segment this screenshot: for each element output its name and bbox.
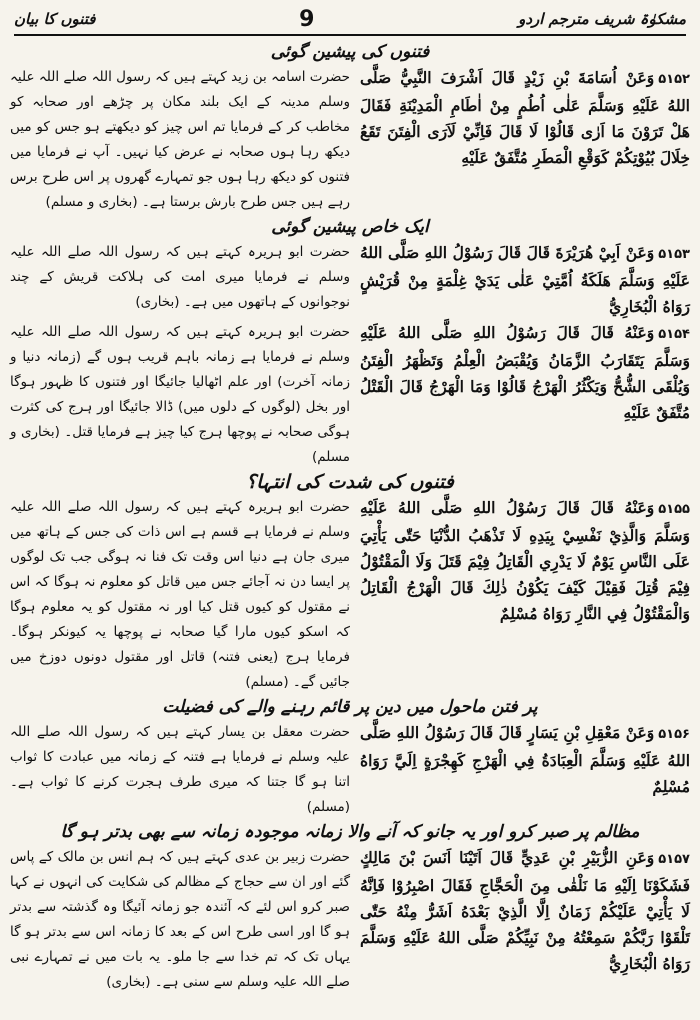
arabic-body: وَعَنْ مَعْقِلِ بْنِ يَسَارٍ قَالَ قَالَ رَسُوْلُ اللهِ صَلَّى اللهُ عَلَيْهِ وَسَلَّمَ الْعِبَادَةُ فِي الْهَرْجِ كَهِجْرَةٍ اِلَيَّ رَوَاهُ مُسْلِمٌ xyxy=(360,723,690,796)
arabic-body: وَعَنِ الزُّبَيْرِ بْنِ عَدِيٍّ قَالَ اَتَيْنَا اَنَسَ بْنَ مَالِكٍ فَشَكَوْنَا اِلَيْهِ مَا نَلْقٰى مِنَ الْحَجَّاجِ فَقَالَ اصْبِرُوْا فَاِنَّهُ لَا يَأْتِيْ عَلَيْكُمْ زَمَانٌ اِلَّا الَّذِيْ بَعْدَهُ اَشَرُّ مِنْهُ حَتّٰى تَلْقَوْا رَبَّكُمْ سَمِعْتُهُ مِنْ نَبِيِّكُمْ صَلَّى اللهُ عَلَيْهِ وَسَلَّمَ رَوَاهُ الْبُخَارِيُّ xyxy=(360,848,690,973)
urdu-translation: حضرت ابو ہریرہ کہتے ہیں کہ رسول اللہ صلے اللہ علیہ وسلم نے فرمایا میری امت کی ہلاکت قریش کے چند نوجوانوں کے ہاتھوں میں ہے۔ (بخاری) xyxy=(10,244,350,310)
section-heading: فتنوں کی شدت کی انتہا؟ xyxy=(246,471,454,493)
arabic-body: وَعَنْ اَبِيْ هُرَيْرَةَ قَالَ قَالَ رَسُوْلُ اللهِ صَلَّى اللهُ عَلَيْهِ وَسَلَّمَ هَلَكَةُ اُمَّتِيْ عَلٰى يَدَيْ غِلْمَةٍ مِنْ قُرَيْشٍ رَوَاهُ الْبُخَارِيُّ xyxy=(360,243,690,316)
hadith-block xyxy=(10,720,690,820)
hadith-block xyxy=(10,320,690,470)
arabic-text xyxy=(360,720,690,800)
urdu-translation: حضرت زبیر بن عدی کہتے ہیں کہ ہم انس بن مالک کے پاس گئے اور ان سے حجاج کے مظالم کی شکایت کی انہوں نے کہا صبر کرو اس لئے کہ آئندہ جو زمانہ آئیگا وہ گذشتہ سے بدتر ہو گا اور اسی طرح اس کے بعد کا زمانہ اس سے بدتر ہو گا یہاں تک کہ تم خدا سے جا ملو۔ یہ بات میں نے تمہارے نبی صلے اللہ علیہ وسلم سے سنی ہے۔ (بخاری) xyxy=(10,849,350,990)
header-chapter-title: فتنوں کا بیان xyxy=(14,10,96,28)
section-heading: ایک خاص پیشین گوئی xyxy=(271,217,429,237)
page-header xyxy=(14,4,686,36)
urdu-translation: حضرت ابو ہریرہ کہتے ہیں کہ رسول اللہ صلے اللہ علیہ وسلم نے فرمایا ہے قسم ہے اس ذات کی جس کے ہاتھ میں میری جان ہے دنیا اس وقت تک فنا نہ ہوگی جب تک لوگوں پر ایسا دن نہ آجائے جس میں قاتل کو معلوم نہ ہوگا کہ اس نے مقتول کو کیوں قتل کیا اور نہ مقتول کو یہ معلوم ہوگا کہ اسکو کیوں مارا گیا صحابہ نے پوچھا یہ کیونکر ہوگا۔ فرمایا ہرج (یعنی فتنہ) قاتل اور مقتول دونوں دوزخ میں جائیں گے۔ (مسلم) xyxy=(10,499,350,690)
section-heading: مظالم پر صبر کرو اور یہ جانو کہ آنے والا زمانہ موجودہ زمانہ سے بھی بدتر ہو گا xyxy=(60,822,640,842)
hadith-number: ۵۱۵۶ xyxy=(658,727,690,742)
arabic-body: وَعَنْ اُسَامَةَ بْنِ زَيْدٍ قَالَ اَشْرَفَ النَّبِيُّ صَلَّى اللهُ عَلَيْهِ وَسَلَّمَ عَلٰى اُطُمٍ مِنْ اٰطَامِ الْمَدِيْنَةِ فَقَالَ هَلْ تَرَوْنَ مَا اَرٰى قَالُوْا لَا قَالَ فَاِنِّيْ لَاَرَى الْفِتَنَ تَقَعُ خِلَالَ بُيُوْتِكُمْ كَوَقْعِ الْمَطَرِ مُتَّفَقٌ عَلَيْهِ xyxy=(360,68,690,167)
section-heading: فتنوں کی پیشین گوئی xyxy=(270,42,430,62)
hadith-number: ۵۱۵۲ xyxy=(658,72,690,87)
hadith-number: ۵۱۵۳ xyxy=(658,247,690,262)
hadith-number: ۵۱۵۴ xyxy=(658,327,690,342)
urdu-translation: حضرت اسامہ بن زید کہتے ہیں کہ رسول اللہ صلے اللہ علیہ وسلم مدینہ کے ایک بلند مکان پر چڑھے اور صحابہ کو مخاطب کر کے فرمایا تم اس چیز کو دیکھتے ہو جس کو میں دیکھ رہا ہوں صحابہ نے عرض کیا نہیں۔ آپ نے فرمایا میں فتنوں کو دیکھ رہا ہوں جو تمہارے گھروں پر اس طرح برس رہے ہیں جس طرح بارش برستا ہے۔ (بخاری و مسلم) xyxy=(10,69,350,210)
arabic-body: وَعَنْهُ قَالَ قَالَ رَسُوْلُ اللهِ صَلَّى اللهُ عَلَيْهِ وَسَلَّمَ يَتَقَارَبُ الزَّمَانُ وَيُقْبَضُ الْعِلْمُ وَتَظْهَرُ الْفِتَنُ وَيُلْقَى الشُّحُّ وَيَكْثُرُ الْهَرْجُ قَالُوْا وَمَا الْهَرْجُ قَالَ الْقَتْلُ مُتَّفَقٌ عَلَيْهِ xyxy=(360,323,690,422)
hadith-block xyxy=(10,495,690,695)
hadith-block xyxy=(10,240,690,320)
hadith-block xyxy=(10,65,690,215)
page-content xyxy=(10,40,690,1014)
hadith-number: ۵۱۵۵ xyxy=(658,502,690,517)
arabic-text xyxy=(360,240,690,320)
page-number: 9 xyxy=(299,6,315,32)
arabic-text xyxy=(360,320,690,426)
urdu-translation: حضرت ابو ہریرہ کہتے ہیں کہ رسول اللہ صلے اللہ علیہ وسلم نے فرمایا ہے زمانہ باہم قریب ہوں گے (زمانہ دنیا و زمانہ آخرت) اور علم اٹھالیا جائیگا اور فتنوں کا ظہور ہوگا اور بخل (لوگوں کے دلوں میں) ڈالا جائیگا اور ہرج کی کثرت ہوگی صحابہ نے پوچھا ہرج کیا چیز ہے فرمایا قتل۔ (بخاری و مسلم) xyxy=(10,324,350,465)
hadith-block xyxy=(10,845,690,995)
arabic-text xyxy=(360,845,690,977)
urdu-translation: حضرت معقل بن یسار کہتے ہیں کہ رسول اللہ صلے اللہ علیہ وسلم نے فرمایا ہے فتنہ کے زمانہ میں عبادت کا ثواب اتنا ہو گا جتنا کہ میری طرف ہجرت کرنے کا ثواب ہے۔ (مسلم) xyxy=(10,724,350,815)
header-book-title: مشکوٰۃ شریف مترجم اردو xyxy=(518,10,686,28)
section-heading: پر فتن ماحول میں دین پر قائم رہنے والے کی فضیلت xyxy=(162,697,538,717)
arabic-text xyxy=(360,65,690,171)
arabic-body: وَعَنْهُ قَالَ قَالَ رَسُوْلُ اللهِ صَلَّى اللهُ عَلَيْهِ وَسَلَّمَ وَالَّذِيْ نَفْسِيْ بِيَدِهِ لَا تَذْهَبُ الدُّنْيَا حَتّٰى يَأْتِيَ عَلَى النَّاسِ يَوْمٌ لَا يَدْرِي الْقَاتِلُ فِيْمَ قَتَلَ وَلَا الْمَقْتُوْلُ فِيْمَ قُتِلَ فَقِيْلَ كَيْفَ يَكُوْنُ ذٰلِكَ قَالَ الْهَرْجُ الْقَاتِلُ وَالْمَقْتُوْلُ فِي النَّارِ رَوَاهُ مُسْلِمٌ xyxy=(360,498,690,623)
arabic-text xyxy=(360,495,690,627)
hadith-number: ۵۱۵۷ xyxy=(658,852,690,867)
